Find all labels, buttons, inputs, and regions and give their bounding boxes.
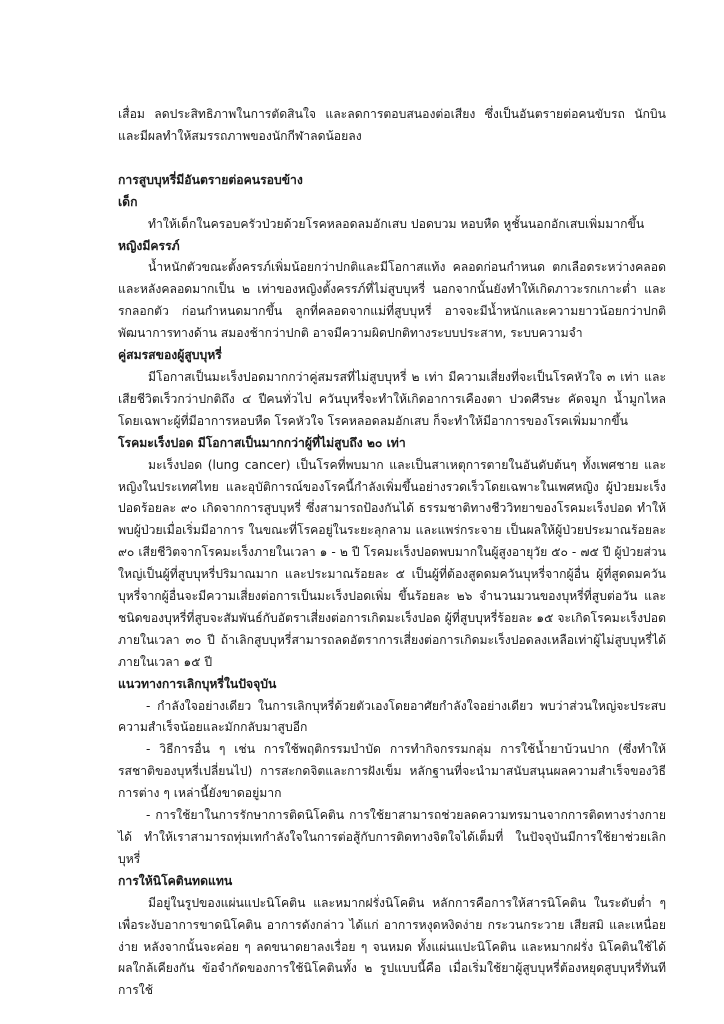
quitting-method-item: - กำลังใจอย่างเดียว ในการเลิกบุหรี่ด้วยตัวเองโดยอาศัยกำลังใจอย่างเดียว พบว่าส่วนใหญ่จะประสบความสำเร็จน้อยและมักกลับมาสูบอีก — [118, 698, 666, 735]
lung-cancer-paragraph: มะเร็งปอด (lung cancer) เป็นโรคที่พบมาก และเป็นสาเหตุการตายในอันดับต้นๆ ทั้งเพศชาย และหญิงในประเทศไทย และอุบัติการณ์ของโรคนี้กำลังเพิ่มขึ้นอย่างรวดเร็วโดยเฉพาะในเพศหญิง ผู้ป่วยมะเร็งปอดร้อยละ ๙๐ เกิดจากการสูบบุหรี่ ซึ่งสามารถป้องกันได้ ธรรมชาติทางชีววิทยาของโรคมะเร็งปอด ทำให้พบผู้ป่วยเมื่อเริ่มมีอาการ ในขณะที่โรคอยู่ในระยะลุกลาม และแพร่กระจาย เป็นผลให้ผู้ป่วยประมาณร้อยละ ๙๐ เสียชีวิตจากโรคมะเร็งภายในเวลา ๑ - ๒ ปี โรคมะเร็งปอดพบมากในผู้สูงอายุวัย ๕๐ - ๗๕ ปี ผู้ป่วยส่วนใหญ่เป็นผู้ที่สูบบุหรี่ปริมาณมาก และประมาณร้อยละ ๕ เป็นผู้ที่ต้องสูดดมควันบุหรี่จากผู้อื่น ผู้ที่สูดดมควันบุหรี่จากผู้อื่นจะมีความเสี่ยงต่อการเป็นมะเร็งปอดเพิ่ม ขึ้นร้อยละ ๒๖ จำนวนมวนของบุหรี่ที่สูบต่อวัน และชนิดของบุหรี่ที่สูบจะสัมพันธ์กับอัตราเสี่ยงต่อการเกิดมะเร็งปอด ผู้ที่สูบบุหรี่ร้อยละ ๑๕ จะเกิดโรคมะเร็งปอดภายในเวลา ๓๐ ปี ถ้าเลิกสูบบุหรี่สามารถลดอัตราการเสี่ยงต่อการเกิดมะเร็งปอดลงเหลือเท่าผู้ไม่สูบบุหรี่ได้ภายในเวลา ๑๕ ปี — [118, 457, 666, 669]
intro-continuation-paragraph: เสื่อม ลดประสิทธิภาพในการตัดสินใจ และลดการตอบสนองต่อเสียง ซึ่งเป็นอันตรายต่อคนขับรถ นักบิน และมีผลทำให้สมรรถภาพของนักกีฬาลดน้อยลง — [118, 107, 666, 143]
quitting-method-item: - วิธีการอื่น ๆ เช่น การใช้พฤติกรรมบำบัด การทำกิจกรรมกลุ่ม การใช้น้ำยาบ้วนปาก (ซึ่งทำให้รสชาติของบุหรี่เปลี่ยนไป) การสะกดจิตและการฝังเข็ม หลักฐานที่จะนำมาสนับสนุนผลความสำเร็จของวิธีการต่าง ๆ เหล่านี้ยังขาดอยู่มาก — [118, 742, 666, 801]
secondhand-smoke-heading: การสูบบุหรี่มีอันตรายต่อคนรอบข้าง — [118, 172, 303, 187]
children-subheading: เด็ก — [118, 194, 138, 209]
quitting-method-item: - การใช้ยาในการรักษาการติดนิโคติน การใช้ยาสามารถช่วยลดความทรมานจากการติดทางร่างกายได้ ทำให้เราสามารถทุ่มเทกำลังใจในการต่อสู้กับการติดทางจิตใจได้เต็มที่ ในปัจจุบันมีการใช้ยาช่วยเลิกบุหรี่ — [118, 808, 666, 866]
section-spacer — [118, 148, 666, 170]
pregnant-women-subheading: หญิงมีครรภ์ — [118, 238, 180, 253]
nicotine-replacement-heading: การให้นิโคตินทดแทน — [118, 873, 233, 888]
nicotine-replacement-paragraph: มีอยู่ในรูปของแผ่นแปะนิโคติน และหมากฝรั่งนิโคติน หลักการคือการให้สารนิโคติน ในระดับต่ำ ๆ เพื่อระงับอาการขาดนิโคติน อาการดังกล่าว ได้แก่ อาการหงุดหงิดง่าย กระวนกระวาย เสียสมิ และเหนื่อยง่าย หลังจากนั้นจะค่อย ๆ ลดขนาดยาลงเรื่อย ๆ จนหมด ทั้งแผ่นแปะนิโคติน และหมากฝรั่ง นิโคตินใช้ได้ผลใกล้เคียงกัน ข้อจำกัดของการใช้นิโคตินทั้ง ๒ รูปแบบนี้คือ เมื่อเริ่มใช้ยาผู้สูบบุหรี่ต้องหยุดสูบบุหรี่ทันที การใช้ — [118, 895, 666, 998]
lung-cancer-heading: โรคมะเร็งปอด มีโอกาสเป็นมากกว่าผู้ที่ไม่สูบถึง ๒๐ เท่า — [118, 435, 406, 450]
quitting-methods-heading: แนวทางการเลิกบุหรี่ในปัจจุบัน — [118, 676, 277, 691]
spouse-paragraph: มีโอกาสเป็นมะเร็งปอดมากกว่าคู่สมรสที่ไม่สูบบุหรี่ ๒ เท่า มีความเสี่ยงที่จะเป็นโรคหัวใจ ๓ เท่า และเสียชีวิตเร็วกว่าปกติถึง ๔ ปีคนทั่วไป ควันบุหรี่จะทำให้เกิดอาการเคืองตา ปวดศีรษะ คัดจมูก น้ำมูกไหล โดยเฉพาะผู้ที่มีอาการหอบหืด โรคหัวใจ โรคหลอดลมอักเสบ ก็จะทำให้มีอาการของโรคเพิ่มมากขึ้น — [118, 369, 666, 428]
document-body — [118, 104, 666, 1002]
pregnant-women-paragraph: น้ำหนักตัวขณะตั้งครรภ์เพิ่มน้อยกว่าปกติและมีโอกาสแท้ง คลอดก่อนกำหนด ตกเลือดระหว่างคลอดและหลังคลอดมากเป็น ๒ เท่าของหญิงตั้งครรภ์ที่ไม่สูบบุหรี่ นอกจากนั้นยังทำให้เกิดภาวะรกเกาะต่ำ และรกลอกตัว ก่อนกำหนดมากขึ้น ลูกที่คลอดจากแม่ที่สูบบุหรี่ อาจจะมีน้ำหนักและความยาวน้อยกว่าปกติ พัฒนาการทางด้าน สมองช้ากว่าปกติ อาจมีความผิดปกติทางระบบประสาท, ระบบความจำ — [118, 260, 666, 341]
spouse-subheading: คู่สมรสของผู้สูบบุหรี่ — [118, 348, 222, 363]
children-paragraph: ทำให้เด็กในครอบครัวป่วยด้วยโรคหลอดลมอักเสบ ปอดบวม หอบหืด หูชั้นนอกอักเสบเพิ่มมากขึ้น — [148, 216, 645, 231]
